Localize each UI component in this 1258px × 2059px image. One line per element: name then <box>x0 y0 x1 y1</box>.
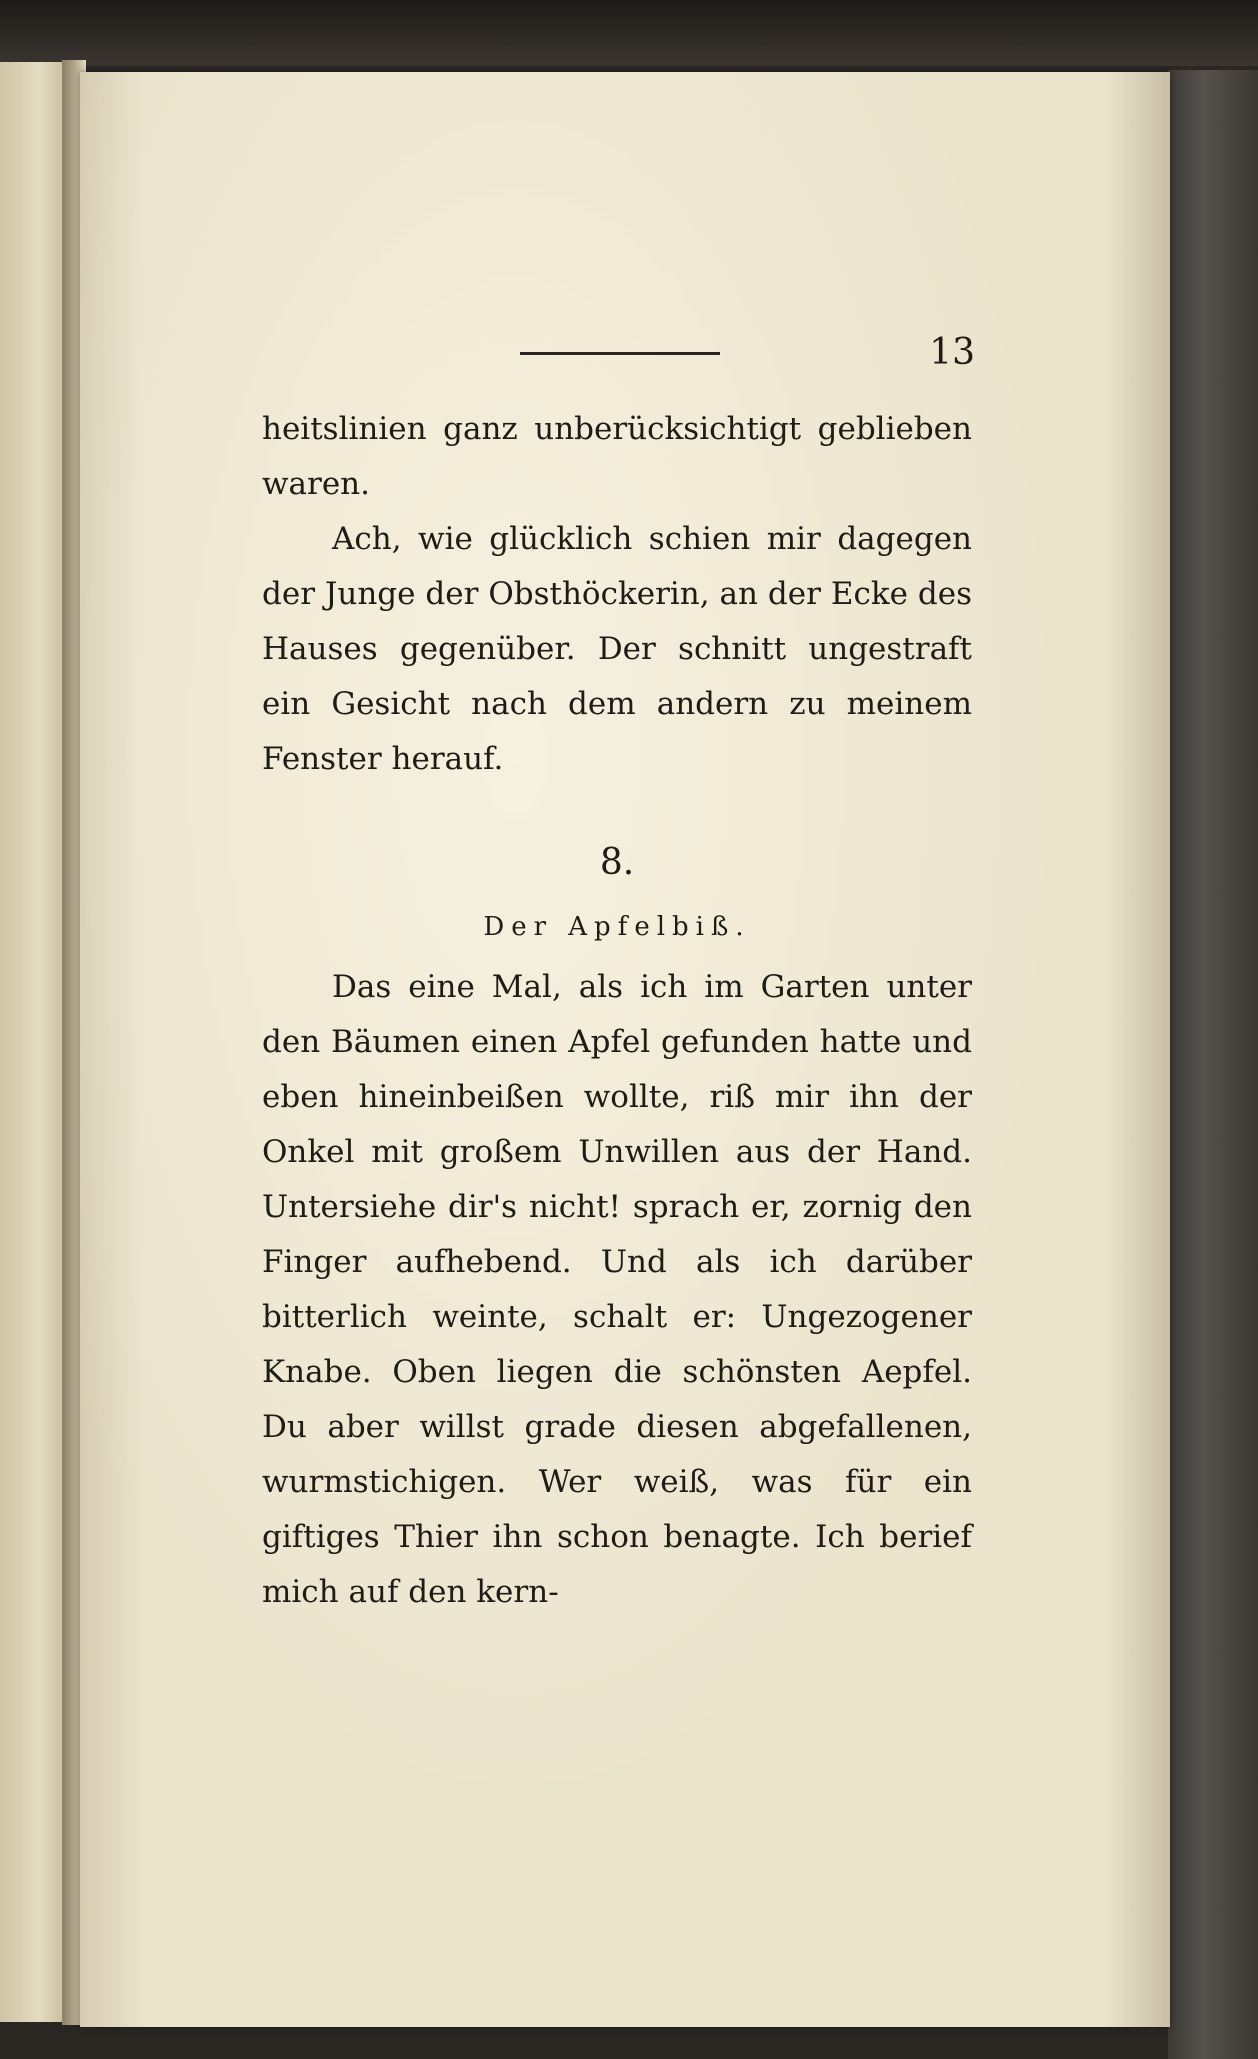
book-cover-edge <box>1168 70 1258 2059</box>
text-block-top <box>262 402 972 787</box>
section-number: 8. <box>599 842 635 883</box>
paragraph-continuation: heitslinien ganz unberücksichtigt geblieben waren. <box>262 411 972 502</box>
text-block-bottom <box>262 960 972 1620</box>
header-rule <box>520 352 720 355</box>
paragraph: Ach, wie glücklich schien mir dagegen der Junge der Obsthöckerin, an der Ecke des Hauses gegenüber. Der schnitt ungestraft ein Gesicht nach dem andern zu meinem Fenster herauf. <box>262 521 972 777</box>
section-title: Der Apfelbiß. <box>483 912 751 942</box>
page-number: 13 <box>929 332 975 373</box>
paragraph: Das eine Mal, als ich im Garten unter den Bäumen einen Apfel gefunden hatte und eben hineinbeißen wollte, riß mir ihn der Onkel mit großem Unwillen aus der Hand. Untersiehe dir's nicht! sprach er, zornig den Finger aufhebend. Und als ich darüber bitterlich weinte, schalt er: Ungezogener Knabe. Oben liegen die schönsten Aepfel. Du aber willst grade diesen abgefallenen, wurmstichigen. Wer weiß, was für ein giftiges Thier ihn schon benagte. Ich berief mich auf den kern- <box>262 969 972 1610</box>
book-cover-top <box>0 0 1258 66</box>
